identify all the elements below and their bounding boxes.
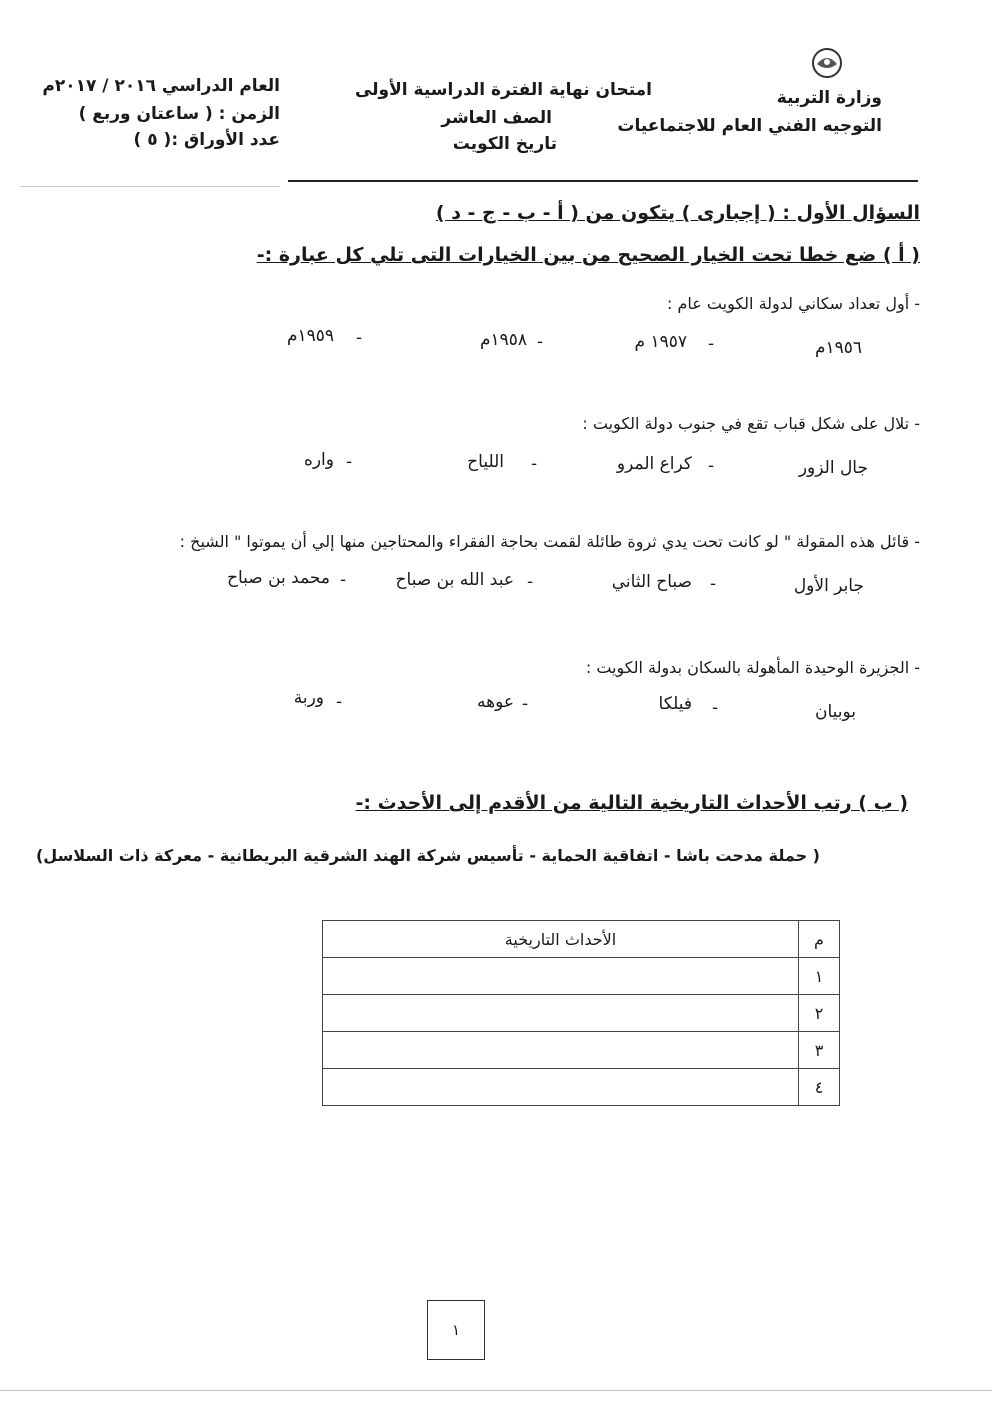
column-header-events: الأحداث التاريخية [323, 921, 799, 958]
row-number: ١ [799, 958, 840, 995]
option-separator: - [531, 454, 538, 474]
subject: تاريخ الكويت [452, 134, 557, 154]
table-header-row [323, 921, 840, 958]
scan-edge-line [0, 1390, 992, 1391]
option-separator: - [708, 456, 715, 476]
grade: الصف العاشر [441, 108, 552, 128]
row-number: ٢ [799, 995, 840, 1032]
question-1-title: السؤال الأول : ( إجبارى ) يتكون من ( أ - ب - ج - د ) [435, 202, 920, 224]
academic-year: العام الدراسي ٢٠١٦ / ٢٠١٧م [42, 76, 280, 96]
answer-cell[interactable] [323, 995, 799, 1032]
ministry-emblem-icon [808, 44, 846, 82]
table-row [323, 1069, 840, 1106]
exam-duration: الزمن : ( ساعتان وربع ) [78, 104, 280, 124]
part-b-instruction: ( ب ) رتب الأحداث التاريخية التالية من الأقدم إلى الأحدث :- [355, 792, 908, 814]
question-stem: - تلال على شكل قباب تقع في جنوب دولة الكويت : [582, 414, 920, 433]
option-d: وربة [293, 688, 324, 708]
option-separator: - [522, 694, 529, 714]
option-separator: - [340, 570, 347, 590]
option-separator: - [527, 572, 534, 592]
header-divider [288, 180, 918, 182]
row-number: ٤ [799, 1069, 840, 1106]
question-stem: - قائل هذه المقولة " لو كانت تحت يدي ثروة طائلة لقمت بحاجة الفقراء والمحتاجين منها إلي أن يموتوا " الشيخ : [179, 532, 920, 551]
option-b: صباح الثاني [611, 572, 692, 592]
option-b: فيلكا [658, 694, 692, 714]
table-row [323, 995, 840, 1032]
row-number: ٣ [799, 1032, 840, 1069]
table-row [323, 958, 840, 995]
option-separator: - [537, 332, 544, 352]
exam-title: امتحان نهاية الفترة الدراسية الأولى [354, 80, 652, 100]
option-d: واره [303, 450, 334, 470]
page-number-box [427, 1300, 485, 1360]
ministry-name: وزارة التربية [776, 88, 882, 108]
option-separator: - [336, 692, 343, 712]
part-a-instruction: ( أ ) ضع خطا تحت الخيار الصحيح من بين الخيارات التى تلي كل عبارة :- [256, 244, 920, 266]
page-number: ١ [451, 1321, 461, 1339]
answer-cell[interactable] [323, 1069, 799, 1106]
faint-line [20, 186, 280, 187]
option-separator: - [710, 574, 717, 594]
answer-cell[interactable] [323, 958, 799, 995]
option-a: جابر الأول [793, 576, 864, 596]
column-header-number: م [799, 921, 840, 958]
option-c: ١٩٥٨م [479, 330, 527, 350]
page-count: عدد الأوراق :( ٥ ) [133, 130, 280, 150]
option-separator: - [708, 334, 715, 354]
question-stem: - الجزيرة الوحيدة المأهولة بالسكان بدولة الكويت : [585, 658, 920, 677]
option-a: ١٩٥٦م [814, 338, 862, 358]
option-c: عبد الله بن صباح [395, 570, 514, 590]
option-c: اللياح [467, 452, 504, 472]
events-table [322, 920, 840, 1106]
option-separator: - [712, 698, 719, 718]
answer-cell[interactable] [323, 1032, 799, 1069]
part-b-events-list: ( حملة مدحت باشا - اتفاقية الحماية - تأسيس شركة الهند الشرقية البريطانية - معركة ذات السلاسل) [35, 846, 820, 865]
option-a: بوبيان [814, 702, 856, 722]
option-separator: - [346, 452, 353, 472]
option-a: جال الزور [798, 458, 868, 478]
option-d: ١٩٥٩م [286, 326, 334, 346]
table-row [323, 1032, 840, 1069]
option-b: ١٩٥٧ م [634, 332, 687, 352]
option-b: كراع المرو [616, 454, 692, 474]
question-stem: - أول تعداد سكاني لدولة الكويت عام : [667, 294, 920, 313]
department-name: التوجيه الفني العام للاجتماعيات [617, 116, 882, 136]
option-d: محمد بن صباح [226, 568, 330, 588]
option-c: عوهه [476, 692, 514, 712]
option-separator: - [356, 328, 363, 348]
